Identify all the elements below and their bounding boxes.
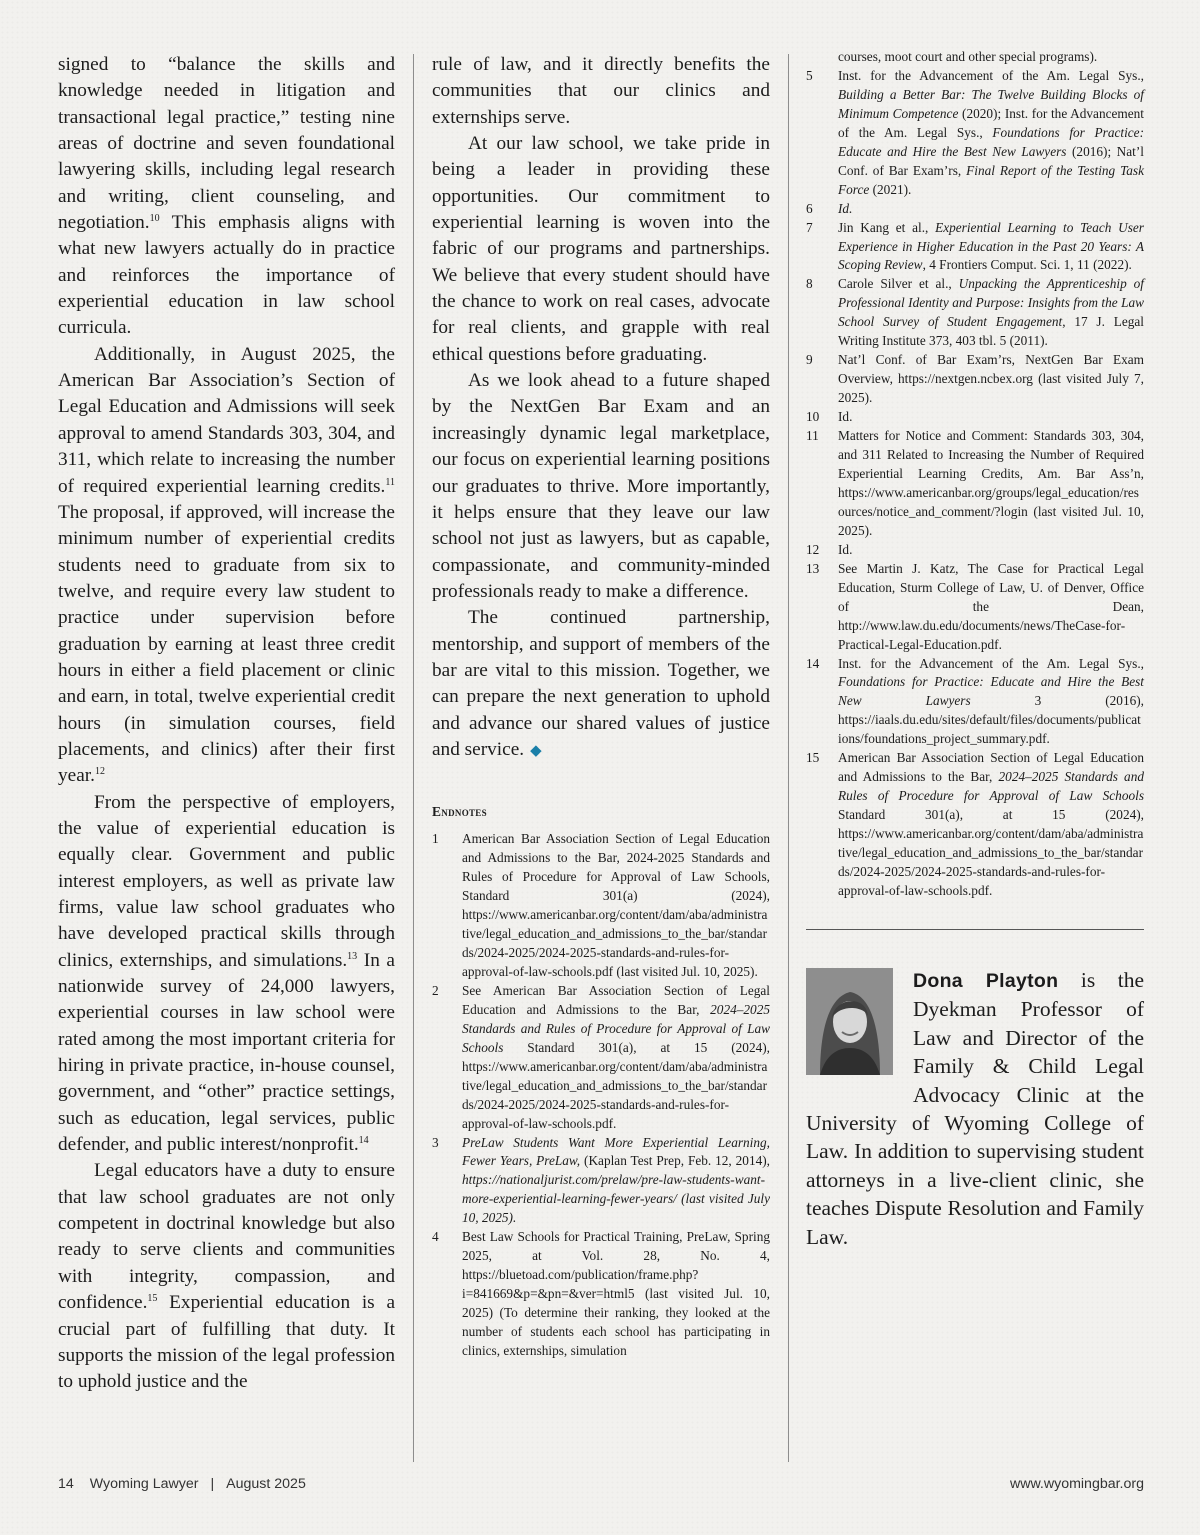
footnote-ref: 12	[94, 766, 105, 778]
author-bio-text: is the Dyekman Professor of Law and Director of the Family & Child Legal Advocacy Clinic at the University of Wyoming College of Law. In addition to supervising student attorneys in a live-client clinic, she teaches Dispute Resolution and Family Law.	[806, 967, 1145, 1249]
endnote: 10 Id.	[806, 409, 853, 425]
body-paragraph: From the perspective of employers, the value of experiential education is equally clear. Government and public interest employers, as well as private law firms, value law school graduates who have developed practical skills through clinics, externships, and simulations.$^{13}$ In a nationwide survey of 24,000 lawyers, experiential courses in law school were rated among the most important criteria for hiring in private practice, in-house counsel, government, and “other” practice settings, such as education, legal services, public defender, and public interest/nonprofit.$^{14}$	[58, 791, 395, 1156]
body-paragraph: Additionally, in August 2025, the American Bar Association’s Section of Legal Education and Admissions will seek approval to amend Standards 303, 304, and 311, which relate to increasing the number of required experiential learning credits.$^{11}$ The proposal, if approved, will increase the minimum number of experiential credits students need to graduate from six to twelve, and require every law student to practice under supervision before graduation by earning at least three credit hours in either a field placement or clinic and earn, in total, twelve experiential credit hours (in simulation courses, field placements, and clinics) after their first year.$^{12}$	[58, 343, 395, 787]
body-paragraph: Legal educators have a duty to ensure that law school graduates are not only competent in doctrinal knowledge but also ready to serve clients and communities with integrity, compassion, and confidence.$^{15}$ Experiential education is a crucial part of fulfilling that duty. It supports the mission of the legal profession to uphold justice and the	[58, 1160, 395, 1393]
endnote: 15 American Bar Association Section of Legal Education and Admissions to the Bar, 2024–2025 Standards and Rules of Procedure for Approval of Law Schools Standard 301(a), at 15 (2024), https://www.americanbar.org/content/dam/aba/administrative/legal_education_and_admissions_to_the_bar/standards/2024-2025/2024-2025-standards-and-rules-for-approval-of-law-schools.pdf.	[806, 750, 1145, 898]
body-paragraph: As we look ahead to a future shaped by the NextGen Bar Exam and an increasingly dynamic legal marketplace, our focus on experiential learning positions our graduates to thrive. More importantly, it helps ensure that they leave our law school not just as lawyers, but as capable, compassionate, and community-minded professionals ready to make a difference.	[432, 370, 770, 602]
endnote: 11 Matters for Notice and Comment: Standards 303, 304, and 311 Related to Increasing the Number of Required Experiential Learning Credits, Am. Bar Ass’n, https://www.americanbar.org/groups/legal_education/resources/notice_and_comment/?login (last visited Jul. 10, 2025).	[806, 428, 1144, 538]
endnote: 14 Inst. for the Advancement of the Am. Legal Sys., Foundations for Practice: Educate and Hire the Best New Lawyers 3 (2016), https://iaals.du.edu/sites/default/files/documents/publications/foundations_project_summary.pdf.	[806, 655, 1145, 747]
magazine-title: Wyoming Lawyer	[89, 1476, 199, 1492]
author-photo	[806, 968, 893, 1075]
endnote: 4 Best Law Schools for Practical Training, PreLaw, Spring 2025, at Vol. 28, No. 4, https://bluetoad.com/publication/frame.php?i=841669&p=&pn=&ver=html5 (last visited Jul. 10, 2025) (To determine their ranking, they looked at the number of students each school has participating in clinics, externships, simulation	[432, 1229, 770, 1359]
footer-separator: |	[210, 1476, 215, 1492]
footnote-ref: 14	[358, 1135, 369, 1147]
footnote-ref: 10	[149, 213, 160, 225]
column-divider	[413, 54, 414, 1462]
page-footer	[58, 1476, 1144, 1492]
endnotes-heading: Endnotes	[432, 804, 487, 820]
body-paragraph: rule of law, and it directly benefits the communities that our clinics and externships serve.	[432, 54, 770, 128]
website-link[interactable]: www.wyomingbar.org	[1009, 1476, 1144, 1492]
endnote: 9 Nat’l Conf. of Bar Exam’rs, NextGen Bar Exam Overview, https://nextgen.ncbex.org (last visited July 7, 2025).	[806, 352, 1144, 406]
page-number: 14	[58, 1476, 74, 1492]
endnote-continuation: courses, moot court and other special programs).	[838, 49, 1098, 64]
endnote: 5 Inst. for the Advancement of the Am. Legal Sys., Building a Better Bar: The Twelve Building Blocks of Minimum Competence (2020); Inst. for the Advancement of the Am. Legal Sys., Foundations for Practice: Educate and Hire the Best New Lawyers (2016); Nat’l Conf. of Bar Exam’rs, Final Report of the Testing Task Force (2021).	[806, 67, 1144, 197]
endnote: 1 American Bar Association Section of Legal Education and Admissions to the Bar, 2024-2025 Standards and Rules of Procedure for Approval of Law Schools, Standard 301(a) (2024), https://www.americanbar.org/content/dam/aba/administrative/legal_education_and_admissions_to_the_bar/standards/2024-2025/2024-2025-standards-and-rules-for-approval-of-law-schools.pdf (last visited Jul. 10, 2025).	[432, 831, 770, 979]
body-paragraph: At our law school, we take pride in being a leader in providing these opportunities. Our commitment to experiential learning is woven into the fabric of our programs and partnerships. We believe that every student should have the chance to work on real cases, advocate for real clients, and grapple with real ethical questions before graduating.	[432, 133, 770, 365]
endnote: 2 See American Bar Association Section of Legal Education and Admissions to the Bar, 2024–2025 Standards and Rules of Procedure for Approval of Law Schools Standard 301(a), at 15 (2024), https://www.americanbar.org/content/dam/aba/administrative/legal_education_and_admissions_to_the_bar/standards/2024-2025/2024-2025-standards-and-rules-for-approval-of-law-schools.pdf.	[432, 982, 770, 1131]
endnote: 3 PreLaw Students Want More Experiential Learning, Fewer Years, PreLaw, (Kaplan Test Prep, Feb. 12, 2014), https://nationaljurist.com/prelaw/pre-law-students-want-more-experiential-learning-fewer-years/ (last visited July 10, 2025).	[432, 1134, 770, 1226]
endnote: 6 Id.	[806, 200, 853, 216]
endnote: 7 Jin Kang et al., Experiential Learning to Teach User Experience in Higher Education in the Past 20 Years: A Scoping Review, 4 Frontiers Comput. Sci. 1, 11 (2022).	[806, 219, 1144, 273]
endnote: 8 Carole Silver et al., Unpacking the Apprenticeship of Professional Identity and Purpose: Insights from the Law School Survey of Student Engagement, 17 J. Legal Writing Institute 373, 403 tbl. 5 (2011).	[806, 276, 1145, 349]
author-bio	[806, 966, 1144, 1251]
article-column-2	[432, 52, 770, 1361]
footer-left	[58, 1476, 306, 1492]
author-name: Dona Playton	[913, 969, 1059, 992]
author-portrait-icon	[806, 968, 893, 1075]
footnote-ref: 15	[147, 1293, 158, 1305]
issue-date: August 2025	[226, 1476, 306, 1492]
end-of-article-diamond-icon: ◆	[530, 742, 542, 759]
article-column-3	[806, 48, 1144, 1251]
footnote-ref: 11	[385, 476, 395, 488]
endnote: 13 See Martin J. Katz, The Case for Practical Legal Education, Sturm College of Law, U. of Denver, Office of the Dean, http://www.law.du.edu/documents/news/TheCase-for-Practical-Legal-Education.pdf.	[806, 560, 1144, 652]
footnote-ref: 13	[347, 950, 358, 962]
body-paragraph: The continued partnership, mentorship, and support of members of the bar are vital to this mission. Together, we can prepare the next generation to uphold and advance our shared values of justice and service. ◆	[432, 607, 770, 760]
column-divider	[788, 54, 789, 1462]
body-paragraph: signed to “balance the skills and knowledge needed in litigation and transactional legal practice,” testing nine areas of doctrine and seven foundational lawyering skills, including legal research and writing, client counseling, and negotiation.$^{10}$ This emphasis aligns with what new lawyers actually do in practice and reinforces the importance of experiential education in law school curricula.	[58, 54, 395, 339]
bio-divider	[806, 929, 1144, 930]
article-column-1	[58, 52, 395, 1396]
endnote: 12 Id.	[806, 541, 853, 557]
